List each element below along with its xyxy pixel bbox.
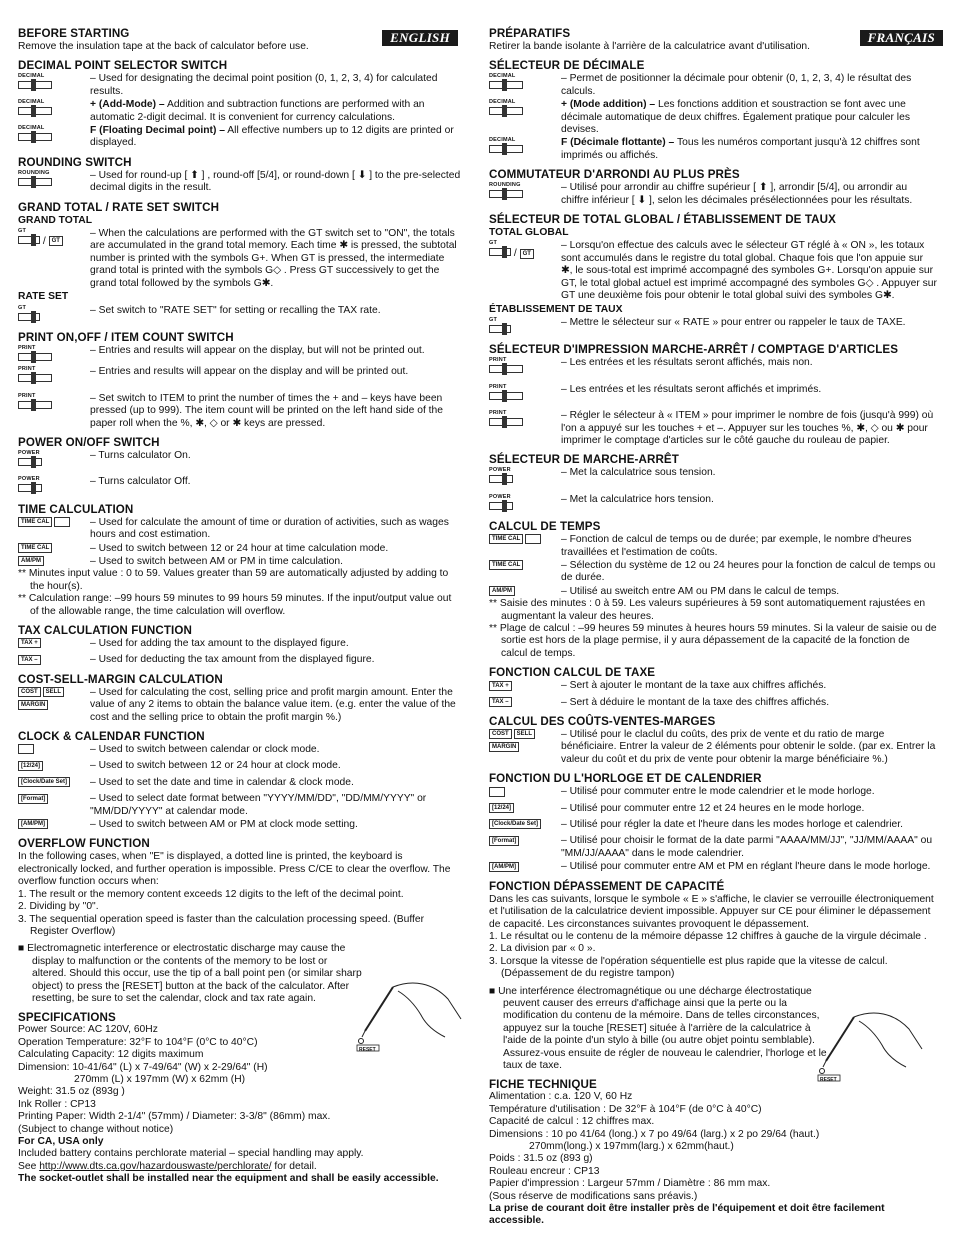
tax-plus-key-icon: TAX + xyxy=(18,638,90,650)
language-badge: FRANÇAIS xyxy=(860,30,943,46)
clock-date-set-key-icon: [Clock/Date Set] xyxy=(18,777,90,789)
section-heading: SÉLECTEUR DE TOTAL GLOBAL / ÉTABLISSEMENT DE TAUX xyxy=(489,213,836,227)
section-heading: FONCTION DÉPASSEMENT DE CAPACITÉ xyxy=(489,879,725,893)
am-pm-key-icon: AM/PM xyxy=(18,556,90,568)
am-pm-key-icon: [AM/PM] xyxy=(18,819,90,831)
section-heading: PRINT ON,OFF / ITEM COUNT SWITCH xyxy=(18,330,234,344)
print-switch-icon: PRINT xyxy=(489,357,561,377)
sub-heading: RATE SET xyxy=(18,291,69,303)
sub-heading: ÉTABLISSEMENT DE TAUX xyxy=(489,303,623,315)
print-switch-icon: PRINT xyxy=(18,366,90,386)
overflow-list xyxy=(18,889,462,939)
socket-notice: La prise de courant doit être installer près de l'équipement et doit être facilement accessible. xyxy=(489,1203,885,1227)
section-heading: CLOCK & CALENDAR FUNCTION xyxy=(18,730,205,744)
print-switch-icon: PRINT xyxy=(18,345,90,365)
cost-sell-margin-keys-icon: COST SELLMARGIN xyxy=(18,687,90,712)
section-heading: FICHE TECHNIQUE xyxy=(489,1078,597,1092)
decimal-switch-icon: DECIMAL xyxy=(18,73,90,93)
list-item: 3. Lorsque la vitesse de l'opération séquentielle est plus rapide que la vitesse de calcul. (Dépassement de du registre tampon) xyxy=(489,955,888,980)
section-heading: TAX CALCULATION FUNCTION xyxy=(18,624,192,637)
section-heading: PRÉPARATIFS xyxy=(489,27,571,40)
power-switch-icon: POWER xyxy=(18,476,90,496)
list-item: 3. The sequential operation speed is faster than the calculation processing speed. (Buffer Register Overflow) xyxy=(18,913,425,937)
clock-calendar-key-icon xyxy=(489,786,561,798)
french-column: FRANÇAIS PRÉPARATIFS Retirer la bande isolante à l'arrière de la calculatrice avant d'utilisation. SÉLECTEUR DE DÉCIMALE DECIMAL – Permet de positionner la décimale pour obtenir (0, 1, 2, 3, 4) le résultat des calculs. DECIMAL + (Mode addition) – Les fonctions addition et soustraction se font avec une décimale automatique de deux chiffres. Également pratique pour calculer les devises. DECIMAL F (Décimale flottante) – Tous les numéros comportant jusqu'à 12 chiffres sont imprimés ou affichés. COMMUTATEUR D'ARRONDI AU PLUS PRÈS ROUNDING – Utilisé pour arrondir au chiffre supérieur [ ⬆ ], arrondir [5/4], ou arrondir au chiffre inférieur [ ⬇ ], selon les décimales présélectionnées pour les résultats. SÉLECTEUR DE TOTAL GLOBAL / ÉTABLISSEMENT DE TAUX TOTAL GLOBAL GT / GT – Lorsqu'on effectue des calculs avec le sélecteur GT réglé à « ON », les totaux sont accumulés dans le registre du total global. Chaque fois que l'on appuie sur ✱, le sous-total est imprimé accompagné des symboles G+. Lorsqu'on appuie sur GT, le total global actuel est imprimé accompagné des symboles G◇ . Appuyer sur GT une deuxième fois pour obtenir le total global suivi des symboles G✱. ÉTABLISSEMENT DE TAUX GT – Mettre le sélecteur sur « RATE » pour entrer ou rappeler le taux de TAXE. SÉLECTEUR D'IMPRESSION MARCHE-ARRÊT / COMPTAGE D'ARTICLES PRINT – Les entrées et les résultats seront affichés, mais non. PRINT – Les entrées et les résultats seront affichés et imprimés. PRINT – Régler le sélecteur à « ITEM » pour imprimer le nombre de fois (jusqu'à 999) où l'on a appuyé sur les touches + et –. Appuyer sur les touches %, ✱, ◇ ou ✱ pour imprimer le comptage d'articles sur le côté gauche du rouleau de papier. SÉLECTEUR DE MARCHE-ARRÊT POWER – Met la calculatrice sous tension. POWER – Met la calculatrice hors tension. CALCUL DE TEMPS TIME CAL – Fonction de calcul de temps ou de durée; par exemple, le nombre d'heures travaillées et l'estimation de coûts. TIME CAL – Sélection du système de 12 ou 24 heures pour la fonction de calcul de temps ou de durée. AM/PM – Utilisé au sweitch entre AM ou PM dans le calcul de temps. ** Saisie des minutes : 0 à 59. Les valeurs supérieures à 59 sont automatiquement rajustées en augmentant la valeur des heures. ** Plage de calcul : –99 heures 59 minutes à heures hours 59 minutes. Si la valeur de saisie ou de sortie est hors de la plage permise, il y aura dépassement de la capacité de la fonction de calcul de temps. FONCTION CALCUL DE TAXE TAX + – Sert à ajouter le montant de la taxe aux chiffres affichés. TAX – – Sert à déduire le montant de la taxe des chiffres affichés. CALCUL DES COÛTS-VENTES-MARGES COST SELLMARGIN – Utilisé pour le claclul du coûts, des prix de vente et du ratio de marge bénéficiaire. Entrer la valeur de 2 éléments pour obtenir le solde. (par ex. Entrer la valeur du coût et du prix de vente pour obtenir la marge bénéficiaire %.) FONCTION DU L'HORLOGE ET DE CALENDRIER – Utilisé pour commuter entre le mode calendrier et le mode horloge. [12/24] – Utilisé pour commuter entre 12 et 24 heures en le mode horloge. [Clock/Date Set] – Utilisé pour régler la date et l'heure dans les modes horloge et calendrier. [Format] – Utilisé pour choisir le format de la date parmi "AAAA/MM/JJ", "JJ/MM/AAAA" ou "MM/JJ/AAAA" dans le mode calendrier. [AM/PM] – Utilisé pour commuter entre AM et PM en réglant l'heure dans le mode horloge. FONCTION DÉPASSEMENT DE CAPACITÉ Dans les cas suivants, lorsque le symbole « E » s'affiche, le clavier se verrouille électroniquement et l'utilisation de la calculatrice devient impossible. Appuyer sur CE pour éliminer le dépassement de capacité. Les circonstances suivantes provoquent le dépassement. 1. Le résultat ou le contenu de la mémoire dépasse 12 chiffres à gauche de la virgule décimale . 2. La division par « 0 ». 3. Lorsque la vitesse de l'opération séquentielle est plus rapide que la vitesse de calcul. (Dépassement de du registre tampon) ■ Une interférence électromagnétique ou une décharge électrostatique peuvent causer des erreurs d'affichage ainsi que la perte ou la modification du contenu de la mémoire. Dans de telles circonstances, appuyez sur la touche [RESET] située à l'arrière de la calculatrice à l'aide de la pointe d'un stylo à bille (ou autre objet pointu semblable). Assurez-vous ensuite de régler de nouveau le calendrier, l'horloge et le taux de taxe. RESET FICHE TECHNIQUE Alimentation : c.a. 120 V, 60 Hz Température d'utilisation : De 32°F à 104°F (de 0°C à 40°C) Capacité de calcul : 12 chiffres max. Dimensions : 10 po 41/64 (long.) x 7 po 49/64 (larg.) x 2 po 29/64 (haut.) 270mm(long.) x 197mm(larg.) x 62mm(haut.) Poids : 31.5 oz (893 g) Rouleau encreur : CP13 Papier d'impression : Largeur 57mm / Diamètre : 86 mm max. (Sous réserve de modifications sans préavis.) La prise de courant doit être installer près de l'équipement et doit être facilement accessible. xyxy=(489,24,937,1228)
power-switch-icon: POWER xyxy=(489,494,561,514)
ca-heading: For CA, USA only xyxy=(18,1136,104,1147)
time-cal-key-icon: TIME CAL xyxy=(489,560,561,572)
decimal-switch-icon: DECIMAL xyxy=(18,125,90,145)
power-switch-icon: POWER xyxy=(18,450,90,470)
am-pm-key-icon: [AM/PM] xyxy=(489,861,561,873)
clock-date-set-key-icon: [Clock/Date Set] xyxy=(489,819,561,831)
tax-minus-key-icon: TAX – xyxy=(18,654,90,666)
decimal-switch-icon: DECIMAL xyxy=(489,99,561,119)
clock-calendar-key-icon xyxy=(18,744,90,756)
tax-minus-key-icon: TAX – xyxy=(489,697,561,709)
emi-notice: ■ Une interférence électromagnétique ou une décharge électrostatique peuvent causer des erreurs d'affichage ainsi que la perte ou la modification du contenu de la mémoire. Dans de telles circonstances, appuyez sur la touche [RESET] située à l'arrière de la calculatrice à l'aide de la pointe d'un stylo à bille (ou autre objet pointu semblable). Assurez-vous ensuite de régler de nouveau le calendrier, l'horloge et le taux de taxe. xyxy=(489,985,827,1071)
time-cal-key-icon: TIME CAL xyxy=(18,543,90,555)
rounding-switch-icon: ROUNDING xyxy=(489,182,561,202)
list-item: 2. Dividing by "0". xyxy=(18,901,99,913)
section-heading: BEFORE STARTING xyxy=(18,27,130,40)
section-heading: POWER ON/OFF SWITCH xyxy=(18,435,160,449)
english-column: ENGLISH BEFORE STARTING Remove the insulation tape at the back of calculator before use. DECIMAL POINT SELECTOR SWITCH DECIMAL – Used for designating the decimal point position (0, 1, 2, 3, 4) for calculated results. DECIMAL + (Add-Mode) – Addition and subtraction functions are performed with an automatic 2-digit decimal. It is convenient for currency calculations. DECIMAL F (Floating Decimal point) – All effective numbers up to 12 digits are printed or displayed. ROUNDING SWITCH ROUNDING – Used for round-up [ ⬆ ] , round-off [5/4], or round-down [ ⬇ ] to the pre-selected decimal digits in the result. GRAND TOTAL / RATE SET SWITCH GRAND TOTAL GT / GT – When the calculations are performed with the GT switch set to "ON", the totals are accumulated in the grand total memory. Each time ✱ is pressed, the subtotal number is printed with the symbols G+. When GT is pressed, the intermediate grand total is printed with the symbols G◇ . Press GT successively to get the grand total followed by the symbols G✱. RATE SET GT – Set switch to "RATE SET" for setting or recalling the TAX rate. PRINT ON,OFF / ITEM COUNT SWITCH PRINT – Entries and results will appear on the display, but will not be printed out. PRINT – Entries and results will appear on the display and will be printed out. PRINT – Set switch to ITEM to print the number of times the + and – keys have been pressed (up to 999). The item count will be printed on the left hand side of the paper roll when the %, ✱, ◇ or ✱ keys are pressed. POWER ON/OFF SWITCH POWER – Turns calculator On. POWER – Turns calculator Off. TIME CALCULATION TIME CAL – Used for calculate the amount of time or duration of activities, such as wages hours and cost estimation. TIME CAL – Used to switch between 12 or 24 hour at time calculation mode. AM/PM – Used to switch between AM or PM in time calculation. ** Minutes input value : 0 to 59. Values greater than 59 are automatically adjusted by adding to the hour(s). ** Calculation range: –99 hours 59 minutes to 99 hours 59 minutes. If the input/output value out of the allowable range, the time calculation will overflow. TAX CALCULATION FUNCTION TAX + – Used for adding the tax amount to the displayed figure. TAX – – Used for deducting the tax amount from the displayed figure. COST-SELL-MARGIN CALCULATION COST SELLMARGIN – Used for calculating the cost, selling price and profit margin amount. Enter the value of any 2 items to obtain the balance value item. (e.g. enter the value of the cost and the selling price to obtain the profit margin %.) CLOCK & CALENDAR FUNCTION – Used to switch between calendar or clock mode. [12/24] – Used to switch between 12 or 24 hour at clock mode. [Clock/Date Set] – Used to set the date and time in calendar & clock mode. [Format] – Used to select date format between "YYYY/MM/DD", "DD/MM/YYYY" or "MM/DD/YYYY" at calendar mode. [AM/PM] – Used to switch between AM or PM at clock mode setting. OVERFLOW FUNCTION In the following cases, when "E" is displayed, a dotted line is printed, the keyboard is electronically locked, and further operation is impossible. Press C/CE to clear the overflow. The overflow function occurs when: 1. The result or the memory content exceeds 12 digits to the left of the decimal point. 2. Dividing by "0". 3. The sequential operation speed is faster than the calculation processing speed. (Buffer Register Overflow) ■ Electromagnetic interference or electrostatic discharge may cause the display to malfunction or the contents of the memory to be lost or altered. Should this occur, use the tip of a ball point pen (or similar sharp object) to press the [RESET] button at the back of the calculator. After resetting, be sure to set the calendar, clock and tax rate again. RESET SPECIFICATIONS Power Source: AC 120V, 60Hz Operation Temperature: 32°F to 104°F (0°C to 40°C) Calculating Capacity: 12 digits maximum Dimension: 10-41/64" (L) x 7-49/64" (W) x 2-29/64" (H) 270mm (L) x 197mm (W) x 62mm (H) Weight: 31.5 oz (893g ) Ink Roller : CP13 Printing Paper: Width 2-1/4" (57mm) / Diameter: 3-3/8" (86mm) max. (Subject to change without notice) For CA, USA only Included battery contains perchlorate material – special handling may apply. See http://www.dts.ca.gov/hazardouswaste/perchlorate/ for detail. The socket-outlet shall be installed near the equipment and shall be easily accessible. xyxy=(18,24,462,1186)
perchlorate-link[interactable]: http://www.dts.ca.gov/hazardouswaste/perchlorate/ xyxy=(39,1160,272,1172)
section-heading: GRAND TOTAL / RATE SET SWITCH xyxy=(18,200,220,214)
section-heading: DECIMAL POINT SELECTOR SWITCH xyxy=(18,59,228,73)
rounding-switch-icon: ROUNDING xyxy=(18,170,90,190)
gt-switch-icon: GT xyxy=(489,317,561,337)
12-24-key-icon: [12/24] xyxy=(18,760,90,772)
paragraph: Retirer la bande isolante à l'arrière de la calculatrice avant d'utilisation. xyxy=(489,41,811,52)
12-24-key-icon: [12/24] xyxy=(489,803,561,815)
socket-notice: The socket-outlet shall be installed near the equipment and shall be easily accessible. xyxy=(18,1173,439,1185)
overflow-list xyxy=(489,931,937,981)
time-cal-key-icon: TIME CAL xyxy=(489,534,561,546)
list-item: 1. Le résultat ou le contenu de la mémoire dépasse 12 chiffres à gauche de la virgule décimale . xyxy=(489,930,927,942)
section-heading: SÉLECTEUR DE DÉCIMALE xyxy=(489,59,645,73)
note: ** Minutes input value : 0 to 59. Values greater than 59 are automatically adjusted by adding to the hour(s). xyxy=(18,568,449,592)
paragraph: Dans les cas suivants, lorsque le symbole « E » s'affiche, le clavier se verrouille électroniquement et l'utilisation de la calculatrice devient impossible. Appuyer sur CE pour éliminer le dépassement de capacité. Les circonstances suivantes provoquent le dépassement. xyxy=(489,893,934,930)
note: ** Plage de calcul : –99 heures 59 minutes à heures hours 59 minutes. Si la valeur de saisie ou de sortie est hors de la plage permise, il y aura dépassement de la capacité de la fonction de calcul de temps. xyxy=(489,623,937,659)
section-heading: FONCTION DU L'HORLOGE ET DE CALENDRIER xyxy=(489,772,762,786)
tax-plus-key-icon: TAX + xyxy=(489,680,561,692)
am-pm-key-icon: AM/PM xyxy=(489,586,561,598)
sub-heading: GRAND TOTAL xyxy=(18,214,92,226)
pen-hand-illustration xyxy=(814,1009,924,1089)
cost-sell-margin-keys-icon: COST SELLMARGIN xyxy=(489,729,561,754)
sub-heading: TOTAL GLOBAL xyxy=(489,227,569,239)
decimal-switch-icon: DECIMAL xyxy=(489,137,561,157)
section-heading: FONCTION CALCUL DE TAXE xyxy=(489,666,656,680)
spec-list: Alimentation : c.a. 120 V, 60 Hz Température d'utilisation : De 32°F à 104°F (de 0°C à 40°C) Capacité de calcul : 12 chiffres max. Dimensions : 10 po 41/64 (long.) x 7 po 49/64 (larg.) x 2 po 29/64 (haut.) 270mm(long.) x 197mm(larg.) x 62mm(haut.) Poids : 31.5 oz (893 g) Rouleau encreur : CP13 Papier d'impression : Largeur 57mm / Diamètre : 86 mm max. (Sous réserve de modifications sans préavis.) xyxy=(489,1091,820,1202)
print-switch-icon: PRINT xyxy=(18,393,90,413)
section-heading: OVERFLOW FUNCTION xyxy=(18,837,150,851)
power-switch-icon: POWER xyxy=(489,467,561,487)
format-key-icon: [Format] xyxy=(489,835,561,847)
pen-hand-illustration xyxy=(353,979,463,1059)
section-heading: SÉLECTEUR D'IMPRESSION MARCHE-ARRÊT / COMPTAGE D'ARTICLES xyxy=(489,343,899,357)
ca-text: Included battery contains perchlorate material – special handling may apply. xyxy=(18,1148,364,1160)
note: ** Calculation range: –99 hours 59 minutes to 99 hours 59 minutes. If the input/output value out of the allowable range, the time calculation will overflow. xyxy=(18,593,452,617)
list-item: 2. La division par « 0 ». xyxy=(489,943,596,955)
section-heading: CALCUL DES COÛTS-VENTES-MARGES xyxy=(489,715,716,729)
section-heading: ROUNDING SWITCH xyxy=(18,155,132,169)
reset-label: RESET xyxy=(820,1077,837,1083)
decimal-switch-icon: DECIMAL xyxy=(18,99,90,119)
section-heading: COMMUTATEUR D'ARRONDI AU PLUS PRÈS xyxy=(489,168,740,182)
section-heading: SPECIFICATIONS xyxy=(18,1011,116,1025)
section-heading: SÉLECTEUR DE MARCHE-ARRÊT xyxy=(489,453,679,467)
section-heading: TIME CALCULATION xyxy=(18,502,134,516)
gt-switch-icon: GT xyxy=(18,305,90,325)
list-item: 1. The result or the memory content exceeds 12 digits to the left of the decimal point. xyxy=(18,888,404,900)
gt-switch-icon: GT / GT xyxy=(489,240,561,260)
format-key-icon: [Format] xyxy=(18,793,90,805)
gt-switch-icon: GT / GT xyxy=(18,228,90,248)
section-heading: COST-SELL-MARGIN CALCULATION xyxy=(18,672,223,686)
language-badge: ENGLISH xyxy=(382,30,458,46)
print-switch-icon: PRINT xyxy=(489,384,561,404)
reset-label: RESET xyxy=(359,1047,376,1053)
print-switch-icon: PRINT xyxy=(489,410,561,430)
paragraph: Remove the insulation tape at the back of calculator before use. xyxy=(18,41,309,52)
decimal-switch-icon: DECIMAL xyxy=(489,73,561,93)
time-cal-key-icon: TIME CAL xyxy=(18,517,90,529)
note: ** Saisie des minutes : 0 à 59. Les valeurs supérieures à 59 sont automatiquement rajustées en augmentant la valeur des heures. xyxy=(489,598,926,622)
paragraph: In the following cases, when "E" is displayed, a dotted line is printed, the keyboard is electronically locked, and further operation is impossible. Press C/CE to clear the overflow. The overflow function occurs when: xyxy=(18,851,451,888)
section-heading: CALCUL DE TEMPS xyxy=(489,520,601,534)
emi-notice: ■ Electromagnetic interference or electrostatic discharge may cause the display to malfunction or the contents of the memory to be lost or altered. Should this occur, use the tip of a ball point pen (or similar sharp object) to press the [RESET] button at the back of the calculator. After resetting, be sure to set the calendar, clock and tax rate again. xyxy=(18,943,362,1004)
spec-list: Power Source: AC 120V, 60Hz Operation Temperature: 32°F to 104°F (0°C to 40°C) Calculating Capacity: 12 digits maximum Dimension: 10-41/64" (L) x 7-49/64" (W) x 2-29/64" (H) 270mm (L) x 197mm (W) x 62mm (H) Weight: 31.5 oz (893g ) Ink Roller : CP13 Printing Paper: Width 2-1/4" (57mm) / Diameter: 3-3/8" (86mm) max. (Subject to change without notice) xyxy=(18,1024,331,1135)
